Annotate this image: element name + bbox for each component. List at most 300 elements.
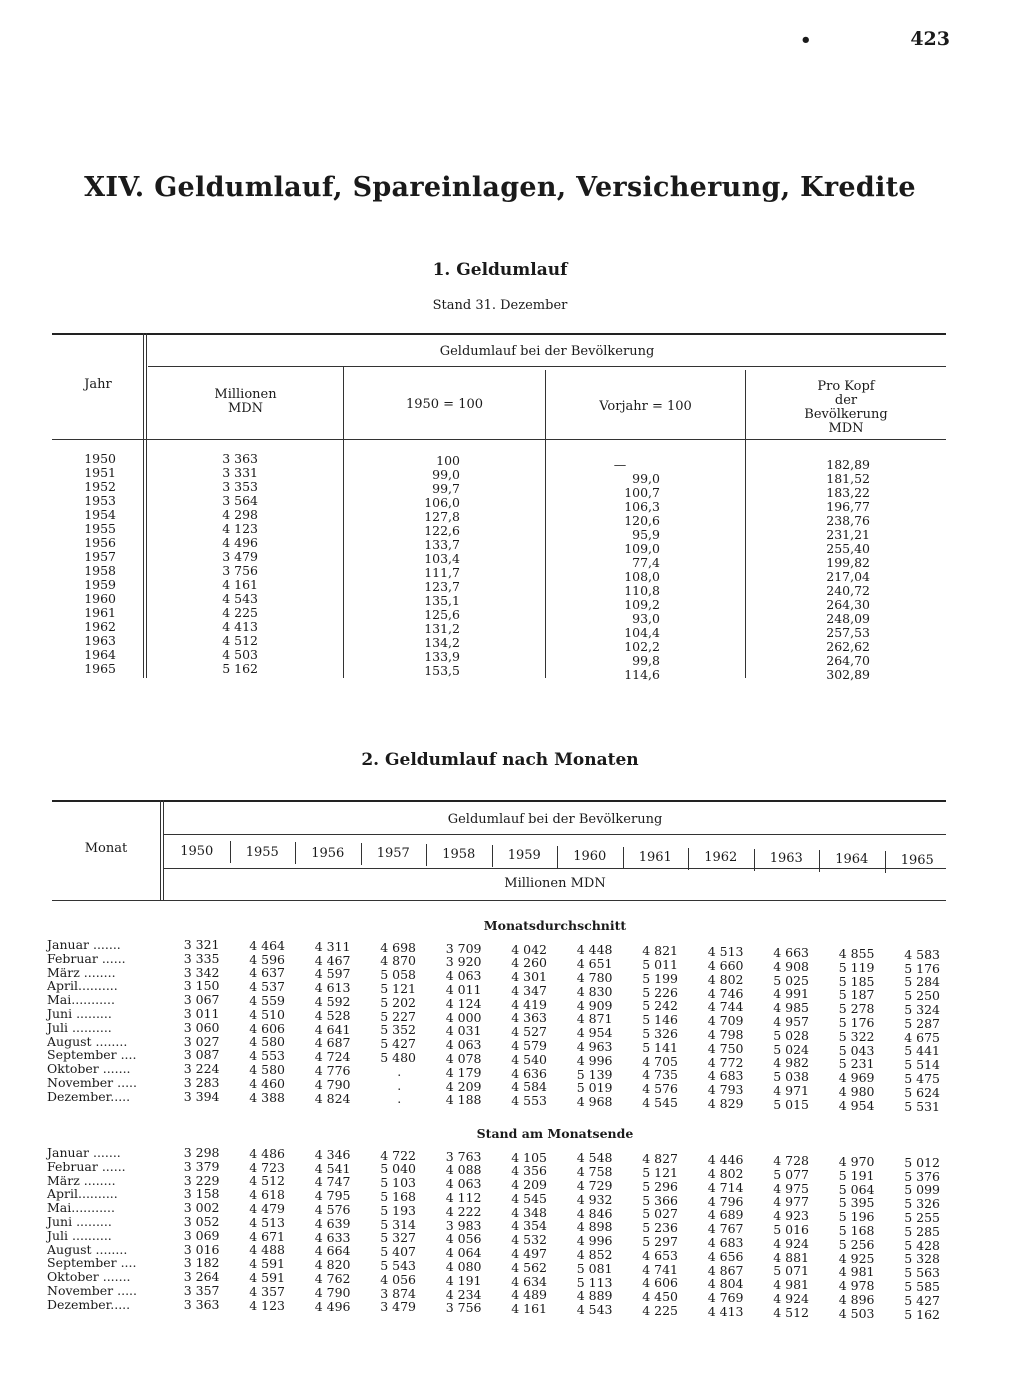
table2-cell: 5 040: [380, 1161, 416, 1177]
table1-cell: 100: [436, 453, 460, 468]
table2-column: [434, 942, 482, 1108]
table2-cell: 4 363: [511, 1010, 547, 1026]
table2-cell: 4 975: [773, 1180, 809, 1196]
table2-cell: 3 016: [183, 1241, 220, 1257]
table2-year-header: 1955: [245, 844, 279, 860]
table2-cell: 5 187: [838, 987, 875, 1003]
table1-cell: 109,0: [624, 541, 660, 556]
table1-cell: 99,0: [432, 467, 460, 482]
table2-cell: 5 231: [838, 1056, 875, 1072]
table2-cell: 4 852: [576, 1246, 613, 1262]
table1-title: 1. Geldumlauf: [432, 260, 568, 280]
month-label: Dezember.....: [47, 1296, 131, 1312]
table1-cell: 4 123: [222, 521, 258, 536]
table2-cell: 4 123: [249, 1297, 285, 1313]
table2-cell: 5 250: [904, 988, 940, 1004]
table2-cell: 4 908: [773, 958, 809, 974]
table2-section2-label: Stand am Monatsende: [476, 1126, 634, 1141]
table2-cell: 3 087: [183, 1047, 220, 1063]
table2-cell: 4 689: [707, 1207, 744, 1223]
table1-cell: 1965: [84, 661, 116, 676]
table2-cell: 4 580: [249, 1034, 285, 1050]
table2-cell: 5 326: [642, 1026, 678, 1042]
table2-cell: 4 597: [314, 966, 351, 982]
table2-cell: 4 464: [249, 937, 285, 953]
table2-cell: 4 260: [511, 955, 547, 971]
table2-cell: 5 475: [904, 1071, 940, 1087]
month-label: Mai...........: [47, 1200, 115, 1216]
table2-cell: 4 968: [576, 1094, 613, 1110]
table1-cell: 3 363: [222, 451, 258, 466]
month-label: September ....: [47, 1047, 137, 1063]
table2-cell: 4 705: [642, 1053, 678, 1069]
month-label: Oktober .......: [47, 1061, 131, 1077]
table1-cell: 1953: [84, 493, 116, 508]
table2-cell: 4 898: [576, 1219, 613, 1235]
table1-cell: 104,4: [624, 625, 660, 640]
table2-cell: 4 969: [838, 1070, 875, 1086]
table2-cell: 4 767: [707, 1221, 744, 1237]
table2-cell: 4 063: [445, 1037, 482, 1053]
table2-cell: 4 977: [773, 1194, 809, 1210]
table2-column: [303, 1148, 351, 1314]
table1-cell: 77,4: [632, 555, 660, 570]
table1-cell: 4 298: [222, 507, 258, 522]
table1-cell: 181,52: [826, 471, 870, 486]
table1-header-vorjahr: Vorjahr = 100: [599, 399, 692, 414]
table2-cell: 4 510: [249, 1006, 285, 1022]
table2-cell: 4 830: [576, 983, 613, 999]
table1-cell: 99,8: [632, 653, 660, 668]
table2-cell: 3 011: [183, 1005, 220, 1021]
table2-cell: 4 772: [707, 1054, 744, 1070]
table2-title: 2. Geldumlauf nach Monaten: [361, 750, 639, 770]
table2-cell: 4 489: [511, 1287, 547, 1303]
table1-header-jahr: Jahr: [84, 377, 112, 392]
table2-cell: 5 314: [380, 1216, 416, 1232]
table2-cell: 5 427: [380, 1036, 416, 1052]
month-label: Januar .......: [47, 937, 121, 952]
table1-cell: 3 756: [222, 563, 258, 578]
table2-cell: 5 064: [838, 1181, 875, 1197]
table2-cell: 5 278: [838, 1001, 875, 1017]
table2-column: [762, 1154, 810, 1320]
table2-cell: 3 224: [183, 1061, 220, 1077]
table2-cell: 5 027: [642, 1206, 678, 1222]
table2-cell: 5 324: [904, 1002, 940, 1018]
table1-cell: 133,7: [424, 537, 460, 552]
month-label: April..........: [47, 1186, 118, 1202]
table2-cell: 4 496: [314, 1298, 351, 1314]
table2-cell: 4 545: [642, 1095, 678, 1111]
month-label: April..........: [47, 978, 118, 994]
table1-cell: 1952: [84, 479, 116, 494]
table2-column: [434, 1150, 482, 1316]
table2-cell: 3 182: [183, 1255, 220, 1271]
table1-group-rule: [148, 366, 946, 367]
table2-cell: 4 996: [576, 1052, 613, 1068]
table2-cell: 4 735: [642, 1067, 678, 1083]
table1-cell: 255,40: [826, 541, 870, 556]
table2-cell: 4 970: [838, 1154, 875, 1169]
table2-cell: 4 080: [445, 1258, 482, 1274]
table2-cell: 4 881: [773, 1249, 809, 1265]
table2-cell: 4 747: [314, 1174, 351, 1190]
table2-cell: 5 297: [642, 1234, 678, 1250]
table2-cell: 4 978: [838, 1278, 875, 1294]
table2-cell: 5 256: [838, 1236, 875, 1252]
table2-cell: 5 428: [904, 1237, 940, 1253]
table2-cell: 5 327: [380, 1230, 416, 1246]
table2-cell: 4 744: [707, 999, 744, 1015]
table2-cell: 4 311: [314, 938, 351, 954]
table2-cell: 5 196: [838, 1209, 875, 1225]
table2-cell: 5 058: [380, 967, 416, 983]
table1-cell: 106,3: [624, 499, 660, 514]
table2-cell: 4 996: [576, 1233, 613, 1249]
table2-cell: 4 591: [249, 1270, 285, 1286]
table2-cell: 4 971: [773, 1083, 809, 1099]
table2-cell: 3 983: [445, 1217, 482, 1233]
table2-cell: 4 527: [511, 1024, 547, 1040]
table2-cell: 4 413: [707, 1303, 744, 1319]
table2-cell: 4 225: [642, 1303, 678, 1319]
table2-cell: 4 579: [511, 1038, 547, 1054]
table1-col-1950: [380, 454, 460, 678]
table2-cell: 4 991: [773, 986, 809, 1002]
table2-cell: 4 714: [707, 1179, 744, 1195]
table2-cell: 4 513: [707, 944, 744, 960]
table1-cell: 133,9: [424, 649, 460, 664]
month-label: August ........: [47, 1241, 128, 1257]
table2-year-header: 1964: [835, 852, 869, 867]
table1-cell: 1959: [84, 577, 116, 592]
table2-months-section2: [47, 1146, 157, 1312]
month-label: Oktober .......: [47, 1269, 131, 1285]
month-label: Februar ......: [47, 1158, 126, 1174]
table2-cell: 5 322: [838, 1028, 875, 1044]
table1-cell: 183,22: [826, 485, 870, 500]
table2-cell: 5 015: [773, 1096, 809, 1112]
table2-cell: 4 821: [642, 943, 678, 959]
table1-cell: 238,76: [826, 513, 870, 528]
table2-cell: 4 954: [576, 1025, 613, 1041]
table2-cell: 4 660: [707, 957, 744, 973]
table1-cell: 262,62: [826, 639, 870, 654]
table2-cell: 4 664: [314, 1243, 351, 1259]
table2-cell: 5 624: [904, 1084, 940, 1100]
table2-cell: 5 176: [904, 960, 940, 976]
month-label: Juli ..........: [47, 1227, 112, 1243]
table2-year-header: 1961: [638, 849, 672, 865]
table2-cell: 5 296: [642, 1178, 678, 1194]
table2-vline: [160, 800, 161, 900]
table2-cell: 4 497: [511, 1246, 547, 1262]
table1-cell: 3 564: [222, 493, 258, 508]
table2-cell: 4 855: [838, 946, 875, 961]
table2-cell: 3 283: [183, 1074, 220, 1090]
table2-cell: 5 162: [904, 1306, 940, 1322]
table2-cell: 3 357: [183, 1282, 220, 1298]
table2-cell: 5 071: [773, 1263, 809, 1279]
table1-cell: 1964: [84, 647, 116, 662]
table2-cell: 4 234: [445, 1286, 482, 1302]
table2-cell: 5 099: [904, 1182, 940, 1198]
month-label: März ........: [47, 964, 116, 980]
table2-cell: 5 146: [642, 1012, 678, 1028]
table2-cell: 3 052: [183, 1213, 220, 1229]
table2-year-header: 1960: [573, 848, 607, 864]
table2-cell: 4 124: [445, 995, 482, 1011]
table2-cell: 4 606: [249, 1020, 285, 1036]
table2-cell: 4 651: [576, 956, 613, 972]
table2-column: [369, 941, 417, 1107]
month-label: Juni .........: [47, 1005, 112, 1021]
table2-cell: 4 985: [773, 1000, 809, 1016]
table2-cell: 3 264: [183, 1269, 220, 1285]
table1-cell: 153,5: [424, 663, 460, 678]
table2-cell: 4 348: [511, 1204, 547, 1220]
table1-cell: 1956: [84, 535, 116, 550]
table1-cell: 1960: [84, 591, 116, 606]
table2-cell: 4 889: [576, 1288, 613, 1304]
table2-cell: 4 870: [380, 953, 416, 969]
month-label: November .....: [47, 1282, 137, 1298]
table2-column: [827, 947, 875, 1113]
table1-col-jahr: [60, 452, 116, 676]
table1-cell: 182,89: [826, 457, 870, 472]
table2-cell: 3 150: [183, 978, 220, 994]
table2-header-monat: Monat: [84, 841, 128, 856]
table2-cell: 4 088: [445, 1162, 482, 1178]
table2-cell: 3 158: [183, 1186, 220, 1202]
table2-cell: 4 671: [249, 1228, 285, 1244]
table2-cell: 5 168: [838, 1222, 875, 1238]
table2-cell: 5 543: [380, 1258, 416, 1274]
table2-cell: 5 176: [838, 1014, 875, 1030]
table2-year-header: 1950: [180, 844, 214, 859]
table2-cell: 4 042: [511, 941, 547, 957]
table1-cell: 1958: [84, 563, 116, 578]
table2-cell: 4 011: [445, 981, 482, 997]
table2-cell: 5 168: [380, 1189, 416, 1205]
table1-cell: 111,7: [424, 565, 460, 580]
table2-cell: 3 060: [183, 1019, 220, 1035]
table2-cell: 4 222: [445, 1203, 482, 1219]
table2-column: [696, 945, 744, 1111]
table2-cell: 5 081: [576, 1260, 613, 1276]
table2-cell: 4 583: [904, 946, 940, 962]
month-label: August ........: [47, 1033, 128, 1049]
table2-cell: 3 067: [183, 992, 220, 1008]
table2-cell: 5 077: [773, 1166, 809, 1182]
table1-cell: 1954: [84, 507, 116, 522]
table2-cell: 4 078: [445, 1050, 482, 1066]
table1-cell: 3 331: [222, 465, 258, 480]
table2-column: [631, 1152, 679, 1318]
page-number: 423: [910, 28, 950, 50]
table1-cell: 1963: [84, 633, 116, 648]
table2-cell: 4 179: [445, 1064, 482, 1080]
table2-cell: 4 636: [511, 1065, 547, 1081]
table2-cell: 4 460: [249, 1075, 285, 1091]
table1-cell: 4 161: [222, 577, 258, 592]
table1-cell: 257,53: [826, 625, 870, 640]
month-label: Juli ..........: [47, 1019, 112, 1035]
table2-cell: 3 763: [445, 1148, 482, 1164]
table2-cell: 5 202: [380, 994, 416, 1010]
table2-cell: 5 025: [773, 972, 809, 988]
table2-cell: 4 503: [838, 1305, 875, 1321]
table2-cell: 4 537: [249, 979, 285, 995]
table2-cell: 4 576: [642, 1081, 678, 1097]
table2-cell: 5 395: [838, 1195, 875, 1211]
table1-cell: 196,77: [826, 499, 870, 514]
table2-cell: 4 592: [314, 993, 351, 1009]
table2-year-header: 1959: [507, 848, 541, 863]
table2-cell: 4 512: [249, 1173, 285, 1189]
table2-cell: 4 683: [707, 1068, 744, 1084]
table2-cell: 4 209: [511, 1177, 547, 1193]
table1-header-rule: [52, 439, 946, 440]
table1-cell: 4 543: [222, 591, 258, 606]
table1-cell: 106,0: [424, 495, 460, 510]
table2-cell: 4 750: [707, 1040, 744, 1056]
table2-cell: 4 796: [707, 1193, 744, 1209]
table2-cell: 4 450: [642, 1289, 678, 1305]
table1-vline: [146, 333, 147, 678]
table1-cell: 1961: [84, 605, 116, 620]
table2-cell: 4 613: [314, 980, 351, 996]
table1-subtitle: Stand 31. Dezember: [432, 298, 568, 313]
table2-cell: .: [397, 1077, 402, 1093]
table2-cell: 4 486: [249, 1145, 285, 1161]
table1-cell: 5 162: [222, 661, 258, 676]
table2-cell: 4 829: [707, 1095, 744, 1111]
table2-cell: 4 980: [838, 1083, 875, 1099]
table1-cell: 264,30: [826, 597, 870, 612]
table2-cell: 4 591: [249, 1256, 285, 1272]
table2-cell: .: [397, 1091, 402, 1107]
table2-cell: 5 103: [380, 1175, 416, 1191]
table2-cell: 4 467: [314, 952, 351, 968]
table2-cell: 4 804: [707, 1276, 744, 1292]
table1-cell: 3 353: [222, 479, 258, 494]
table2-cell: 5 563: [904, 1265, 940, 1281]
table2-cell: 3 321: [183, 937, 220, 952]
table2-cell: 4 802: [707, 971, 744, 987]
table1-cell: —: [613, 457, 627, 472]
table2-cell: 4 301: [511, 969, 547, 985]
table2-year-header: 1956: [311, 845, 345, 861]
table2-cell: 4 548: [576, 1150, 613, 1166]
table2-cell: 4 639: [314, 1215, 351, 1231]
table2-section1-label: Monatsdurchschnitt: [483, 918, 627, 933]
table2-cell: 4 795: [314, 1188, 351, 1204]
table2-cell: 4 741: [642, 1261, 678, 1277]
table2-cell: 4 793: [707, 1082, 744, 1098]
table2-cell: 5 019: [576, 1080, 613, 1096]
table2-cell: 4 479: [249, 1201, 285, 1217]
table1-cell: 93,0: [632, 611, 660, 626]
table1-top-rule: [52, 333, 946, 335]
table2-cell: 5 255: [904, 1210, 940, 1226]
table2-cell: 3 229: [183, 1172, 220, 1188]
table2-cell: 5 193: [380, 1202, 416, 1218]
table2-cell: 4 209: [445, 1078, 482, 1094]
table1-header-group: Geldumlauf bei der Bevölkerung: [439, 344, 655, 359]
table2-cell: 5 024: [773, 1041, 809, 1057]
table2-cell: 5 227: [380, 1008, 416, 1024]
table2-cell: 4 064: [445, 1245, 482, 1261]
table2-column: [565, 1151, 613, 1317]
table2-column: [369, 1149, 417, 1315]
table2-cell: 4 634: [511, 1273, 547, 1289]
table2-column: [238, 1147, 286, 1313]
table1-header-1950: 1950 = 100: [405, 397, 484, 412]
table2-cell: 5 119: [838, 959, 875, 975]
table2-cell: 5 139: [576, 1066, 613, 1082]
table2-cell: 4 909: [576, 997, 613, 1013]
table2-cell: 4 698: [380, 939, 416, 955]
table1-cell: 264,70: [826, 653, 870, 668]
table1-cell: 102,2: [624, 639, 660, 654]
table2-cell: 5 376: [904, 1168, 940, 1184]
table2-cell: 4 790: [314, 1076, 351, 1092]
table2-cell: 4 769: [707, 1290, 744, 1306]
table2-cell: 4 191: [445, 1272, 482, 1288]
table1-cell: 95,9: [632, 527, 660, 542]
table2-cell: 5 012: [904, 1154, 940, 1170]
table2-cell: 4 656: [707, 1248, 744, 1264]
table2-cell: 5 427: [904, 1292, 940, 1308]
table2-cell: 4 722: [380, 1147, 416, 1163]
table2-cell: 4 932: [576, 1191, 613, 1207]
table2-cell: 5 352: [380, 1022, 416, 1038]
table2-column: [893, 1156, 941, 1322]
table2-years-rule: [164, 868, 946, 869]
table2-year-header: 1962: [704, 850, 738, 866]
table1-cell: 240,72: [826, 583, 870, 598]
table2-cell: 4 746: [707, 985, 744, 1001]
table2-year-header: 1965: [900, 852, 934, 868]
table2-cell: 5 242: [642, 998, 678, 1014]
table2-column: [762, 946, 810, 1112]
table2-cell: 4 488: [249, 1242, 285, 1258]
table1-cell: 4 512: [222, 633, 258, 648]
table2-column: [631, 944, 679, 1110]
table1-cell: 114,6: [624, 667, 660, 682]
table2-cell: 4 637: [249, 965, 285, 981]
table1-vline: [545, 370, 546, 678]
table1-cell: 302,89: [826, 667, 870, 682]
table1-cell: 99,0: [632, 471, 660, 486]
table2-cell: 5 028: [773, 1027, 809, 1043]
month-label: Dezember.....: [47, 1088, 131, 1104]
table2-cell: 4 056: [380, 1271, 416, 1287]
table1-cell: 3 479: [222, 549, 258, 564]
table1-cell: 1962: [84, 619, 116, 634]
table2-cell: 4 553: [511, 1093, 547, 1109]
table2-cell: 4 867: [707, 1262, 744, 1278]
table2-cell: 4 347: [511, 982, 547, 998]
table2-cell: 4 963: [576, 1038, 613, 1054]
table2-cell: 5 585: [904, 1279, 940, 1295]
table2-cell: 3 342: [183, 964, 220, 980]
table2-cell: 4 790: [314, 1284, 351, 1300]
table1-cell: 4 503: [222, 647, 258, 662]
table2-cell: 4 584: [511, 1079, 547, 1095]
